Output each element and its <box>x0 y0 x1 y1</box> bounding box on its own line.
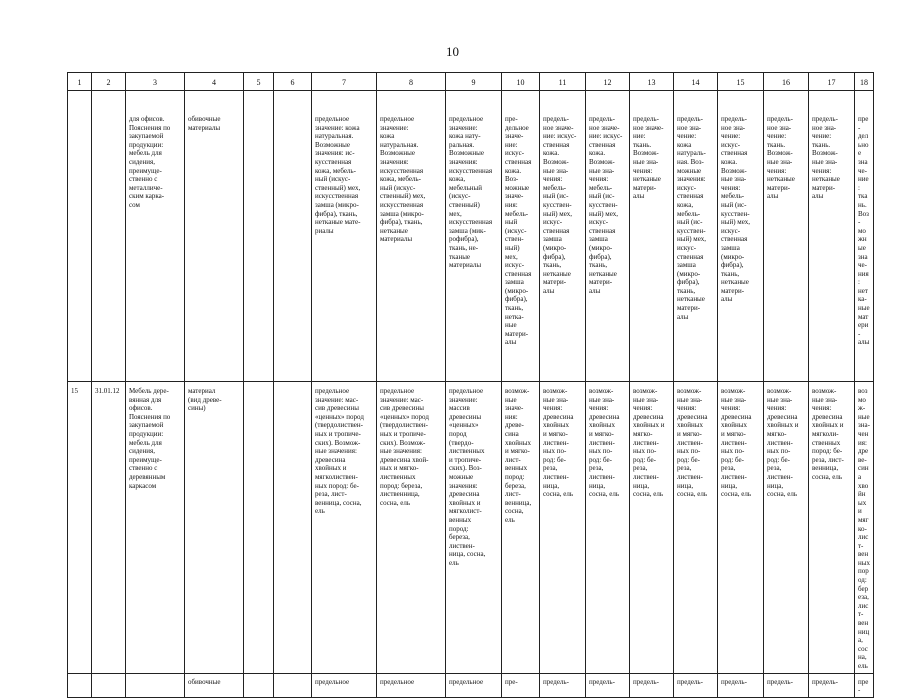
table-cell: возмож- ные зна- чения: древесина хвойных и мягко- листвен- ных по- род: бе- реза, листвен- ница, сосна, ель <box>586 382 630 674</box>
table-cell: предельное <box>377 673 446 697</box>
table-cell <box>92 91 126 382</box>
table-cell: предель- ное зна- чение: кожа натураль- ная. Воз- можные значения: искус- ственная кожа, мебель- ный (ис- кусствен- ный) мех, искус- ственная замша (микро- фибра), ткань, нетканые матери- алы <box>674 91 718 382</box>
table-cell: предельное значение: мас- сив древесины «ценных» пород (твердолиствен- ных и тропиче- ских). Возмож- ные значения: древесина хвой- ных и мягко- лиственных пород: береза, лиственница, сосна, ель <box>377 382 446 674</box>
table-cell: возмож- ные зна- чения: древесина хвойных и мягко- листвен- ных по- род: бе- реза, листвен- ница, сосна, ель <box>630 382 674 674</box>
table-cell: для офисов. Пояснения по закупаемой продукции: мебель для сидения, преимуще- ственно с металличе- ским карка- сом <box>126 91 185 382</box>
column-number: 8 <box>377 73 446 91</box>
column-number: 2 <box>92 73 126 91</box>
table-cell: обивочные <box>185 673 244 697</box>
table-cell: предель- <box>764 673 809 697</box>
column-number: 3 <box>126 73 185 91</box>
table-cell: предель- ное зна- чение: искус- ственная кожа. Возмож- ные зна- чения: мебель- ный (ис- кусствен- ный) мех, искус- ственная замша (микро- фибра), ткань, нетканые матери- алы <box>718 91 764 382</box>
table-cell: Мебель дере- вянная для офисов. Пояснения по закупаемой продукции: мебель для сидения, преимуще- ственно с деревянным каркасом <box>126 382 185 674</box>
table-cell <box>126 673 185 697</box>
table-cell <box>244 673 274 697</box>
table-cell: пре- дельное значе- ние: ткань. Воз- можные значе- ния: нетка- ные матери- алы <box>855 91 874 382</box>
column-number: 9 <box>446 73 502 91</box>
table-cell: предель- ное зна- чение: ткань. Возмож- ные зна- чения: нетканые матери- алы <box>809 91 855 382</box>
column-number: 4 <box>185 73 244 91</box>
table-row <box>68 382 874 674</box>
table-cell: предель- <box>809 673 855 697</box>
table-cell: предельное <box>446 673 502 697</box>
table-cell: предель- ное зна- чение: ткань. Возмож- ные зна- чения: нетканые матери- алы <box>764 91 809 382</box>
table-cell: обивочные материалы <box>185 91 244 382</box>
table-cell: предельное значение: массив древесины «ценных» пород (твердо- лиственных и тропиче- ских). Воз- можные значения: древесина хвойных и мягколист- венных пород: береза, листвен- ница, сосна, ель <box>446 382 502 674</box>
column-number: 11 <box>540 73 586 91</box>
column-number: 15 <box>718 73 764 91</box>
table-row <box>68 91 874 382</box>
table-cell <box>68 91 92 382</box>
table-cell: пре- дельное значе- ние: искус- ственная кожа. Воз- можные значе- ния: мебель- ный (искус- ствен- ный) мех, искус- ственная замша (микро- фибра), ткань, нетка- ные матери- алы <box>502 91 540 382</box>
table-cell: предель- ное значе- ние: ткань. Возмож- ные зна- чения: нетканые матери- алы <box>630 91 674 382</box>
table-cell <box>274 382 312 674</box>
column-number: 17 <box>809 73 855 91</box>
table-cell: пре- <box>855 673 874 697</box>
column-number: 1 <box>68 73 92 91</box>
column-number: 18 <box>855 73 874 91</box>
column-number: 16 <box>764 73 809 91</box>
column-number: 7 <box>312 73 377 91</box>
table-cell: возмож- ные зна- чения: древесина хвойных и мягколи- ственных пород: бе- реза, лист- венница, сосна, ель <box>809 382 855 674</box>
column-number-row <box>68 73 874 91</box>
table-cell: возмож- ные зна- чения: древесина хвойных и мягко- листвен- ных по- род: бе- реза, листвен- ница, сосна, ель <box>764 382 809 674</box>
table-cell: предель- ное значе- ние: искус- ственная кожа. Возмож- ные зна- чения: мебель- ный (ис- кусствен- ный) мех, искус- ственная замша (микро- фибра), ткань, нетканые матери- алы <box>540 91 586 382</box>
table-cell: предельное <box>312 673 377 697</box>
column-number: 5 <box>244 73 274 91</box>
column-number: 13 <box>630 73 674 91</box>
table-cell: предельное значение: кожа натуральная. Возможные значения: ис- кусственная кожа, мебель- ный (искус- ственный) мех, искусственная замша (микро- фибра), ткань, нетканые мате- риалы <box>312 91 377 382</box>
table-cell: возмож- ные зна- чения: древесина хвойных и мягко- листвен- ных по- род: бе- реза, листвен- ница, сосна, ель <box>540 382 586 674</box>
table-cell <box>274 673 312 697</box>
table-cell <box>274 91 312 382</box>
table-cell: предель- <box>718 673 764 697</box>
table-cell: возмож- ные зна- чения: древе- сина хвойных и мягко- лист- венных пород: береза, лист- венница, сосна, ель <box>855 382 874 674</box>
specification-table <box>67 72 874 698</box>
table-cell: возмож- ные зна- чения: древесина хвойных и мягко- листвен- ных по- род: бе- реза, листвен- ница, сосна, ель <box>718 382 764 674</box>
table-cell <box>92 673 126 697</box>
table-cell: 31.01.12 <box>92 382 126 674</box>
column-number: 14 <box>674 73 718 91</box>
table-cell: предельное значение: мас- сив древесины «ценных» пород (твердолиствен- ных и тропиче- ских). Возмож- ные значения: древесина хвойных и мягколиствен- ных пород: бе- реза, лист- венница, сосна, ель <box>312 382 377 674</box>
table-cell: предельное значение: кожа нату- ральная. Возможные значения: искусственная кожа, мебельный (искус- ственный) мех, искусственная замша (мик- рофибра), ткань, не- тканые материалы <box>446 91 502 382</box>
table-cell: 15 <box>68 382 92 674</box>
table-cell: предельное значение: кожа натуральная. Возможные значения: искусственная кожа, мебель- ный (искус- ственный) мех, искусственная замша (микро- фибра), ткань, нетканые материалы <box>377 91 446 382</box>
table-cell: предель- <box>586 673 630 697</box>
table-row <box>68 673 874 697</box>
table-cell: возмож- ные зна- чения: древесина хвойных и мягко- листвен- ных по- род: бе- реза, листвен- ница, сосна, ель <box>674 382 718 674</box>
column-number: 6 <box>274 73 312 91</box>
table-cell <box>244 91 274 382</box>
table-cell: возмож- ные значе- ния: древе- сина хвойных и мягко- лист- венных пород: береза, лист- венница, сосна, ель <box>502 382 540 674</box>
table-cell <box>68 673 92 697</box>
table-cell: предель- <box>674 673 718 697</box>
column-number: 12 <box>586 73 630 91</box>
column-number: 10 <box>502 73 540 91</box>
table-cell: материал (вид древе- сины) <box>185 382 244 674</box>
table-cell: пре- <box>502 673 540 697</box>
table-cell: предель- <box>630 673 674 697</box>
page-number: 10 <box>446 44 459 59</box>
table-cell: предель- <box>540 673 586 697</box>
table-cell <box>244 382 274 674</box>
table-cell: предель- ное значе- ние: искус- ственная кожа. Возмож- ные зна- чения: мебель- ный (ис- кусствен- ный) мех, искус- ственная замша (микро- фибра), ткань, нетканые матери- алы <box>586 91 630 382</box>
